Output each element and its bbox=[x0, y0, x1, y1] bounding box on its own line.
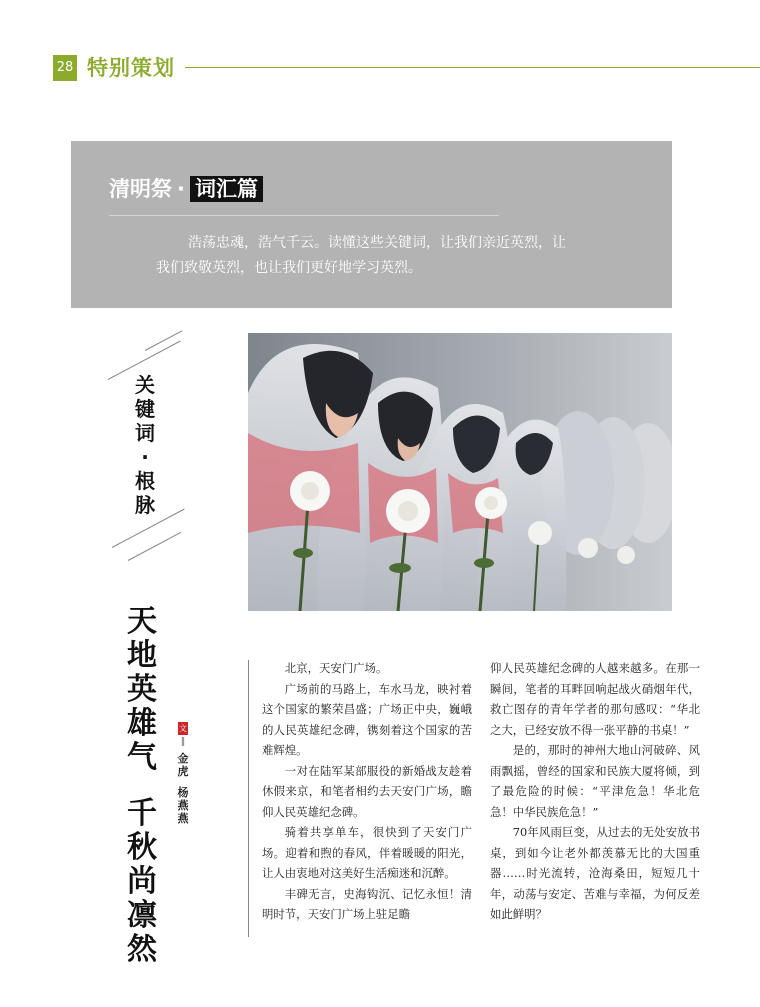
banner-title-tag: 词汇篇 bbox=[190, 176, 263, 202]
author-char: 燕 bbox=[177, 799, 189, 812]
banner-title-main: 清明祭 bbox=[109, 177, 172, 201]
keyword-char: 键 bbox=[135, 397, 155, 421]
author-name bbox=[176, 786, 190, 825]
title-char: 尚 bbox=[127, 864, 157, 899]
banner-title-separator: · bbox=[177, 177, 185, 201]
keyword-char: 脉 bbox=[135, 493, 155, 517]
banner-title bbox=[109, 174, 263, 204]
article-paragraph: 70年风雨巨变，从过去的无处安放书桌，到如今让老外都羡慕无比的大国重器……时光流转，沧海桑田，短短几十年，动荡与安定、苦难与幸福，为何反差如此鲜明？ bbox=[490, 825, 700, 921]
page-number: 28 bbox=[53, 55, 77, 81]
memorial-photo-illustration bbox=[248, 333, 672, 611]
decorative-diagonal bbox=[145, 330, 183, 351]
keyword-label bbox=[132, 373, 158, 517]
article-paragraph: 骑着共享单车，很快到了天安门广场。迎着和煦的春风，伴着暖暖的阳光，让人由衷地对这美好生活痴迷和沉醉。 bbox=[262, 825, 472, 880]
title-char: 气 bbox=[127, 740, 157, 775]
author-name bbox=[176, 752, 190, 778]
author-char: 杨 bbox=[177, 786, 189, 799]
banner-intro-line: 浩荡忠魂，浩气千云。读懂这些关键词，让我们亲近英烈，让 bbox=[188, 235, 566, 251]
keyword-char: 根 bbox=[135, 469, 155, 493]
article-paragraph: 仰人民英雄纪念碑的人越来越多。在那一瞬间，笔者的耳畔回响起战火硝烟年代，救亡图存的青年学者的那句感叹：“华北之大，已经安放不得一张平静的书桌！” bbox=[490, 661, 700, 737]
author-char: 燕 bbox=[177, 812, 189, 825]
title-char: 千 bbox=[127, 796, 157, 831]
banner-intro bbox=[156, 231, 616, 281]
title-char: 地 bbox=[127, 638, 157, 673]
title-char: 秋 bbox=[127, 830, 157, 865]
title-char: 然 bbox=[127, 932, 157, 967]
title-char: 英 bbox=[127, 672, 157, 707]
title-char: 凛 bbox=[127, 898, 157, 933]
author-char: 虎 bbox=[177, 765, 189, 778]
article-paragraph: 一对在陆军某部服役的新婚战友趁着休假来京，和笔者相约去天安门广场，瞻仰人民英雄纪念碑。 bbox=[262, 763, 472, 819]
decorative-diagonal bbox=[128, 532, 181, 561]
article-paragraph: 北京，天安门广场。 bbox=[284, 661, 388, 675]
keyword-char: 词 bbox=[135, 421, 155, 445]
keyword-char: 关 bbox=[135, 373, 155, 397]
title-gap bbox=[122, 775, 162, 797]
section-title: 特别策划 bbox=[87, 56, 175, 80]
title-char: 雄 bbox=[127, 706, 157, 741]
article-paragraph: 丰碑无言，史海钩沉、记忆永恒！清明时节，天安门广场上驻足瞻 bbox=[262, 886, 472, 921]
article-column-1 bbox=[262, 658, 472, 925]
author-badge: 文 bbox=[179, 724, 187, 733]
article-paragraph: 是的，那时的神州大地山河破碎、风雨飘摇，曾经的国家和民族大厦将倾，到了最危险的时候：“平津危急！华北危急！中华民族危急！” bbox=[490, 743, 700, 819]
intro-banner bbox=[71, 141, 672, 308]
banner-divider bbox=[109, 215, 499, 216]
title-char: 天 bbox=[127, 604, 157, 639]
memorial-photo bbox=[248, 333, 672, 611]
header-rule bbox=[185, 67, 760, 68]
author-char: 金 bbox=[177, 752, 189, 765]
banner-intro-line: 我们致敬英烈，也让我们更好地学习英烈。 bbox=[156, 260, 422, 276]
article-title bbox=[122, 605, 162, 967]
keyword-char: · bbox=[141, 445, 149, 469]
article-paragraph: 广场前的马路上，车水马龙，映衬着这个国家的繁荣昌盛；广场正中央，巍峨的人民英雄纪念碑，镌刻着这个国家的苦难辉煌。 bbox=[262, 681, 472, 757]
article-column-2 bbox=[490, 658, 700, 925]
column-rule bbox=[248, 660, 249, 937]
author-separator: ‖ bbox=[180, 737, 186, 747]
